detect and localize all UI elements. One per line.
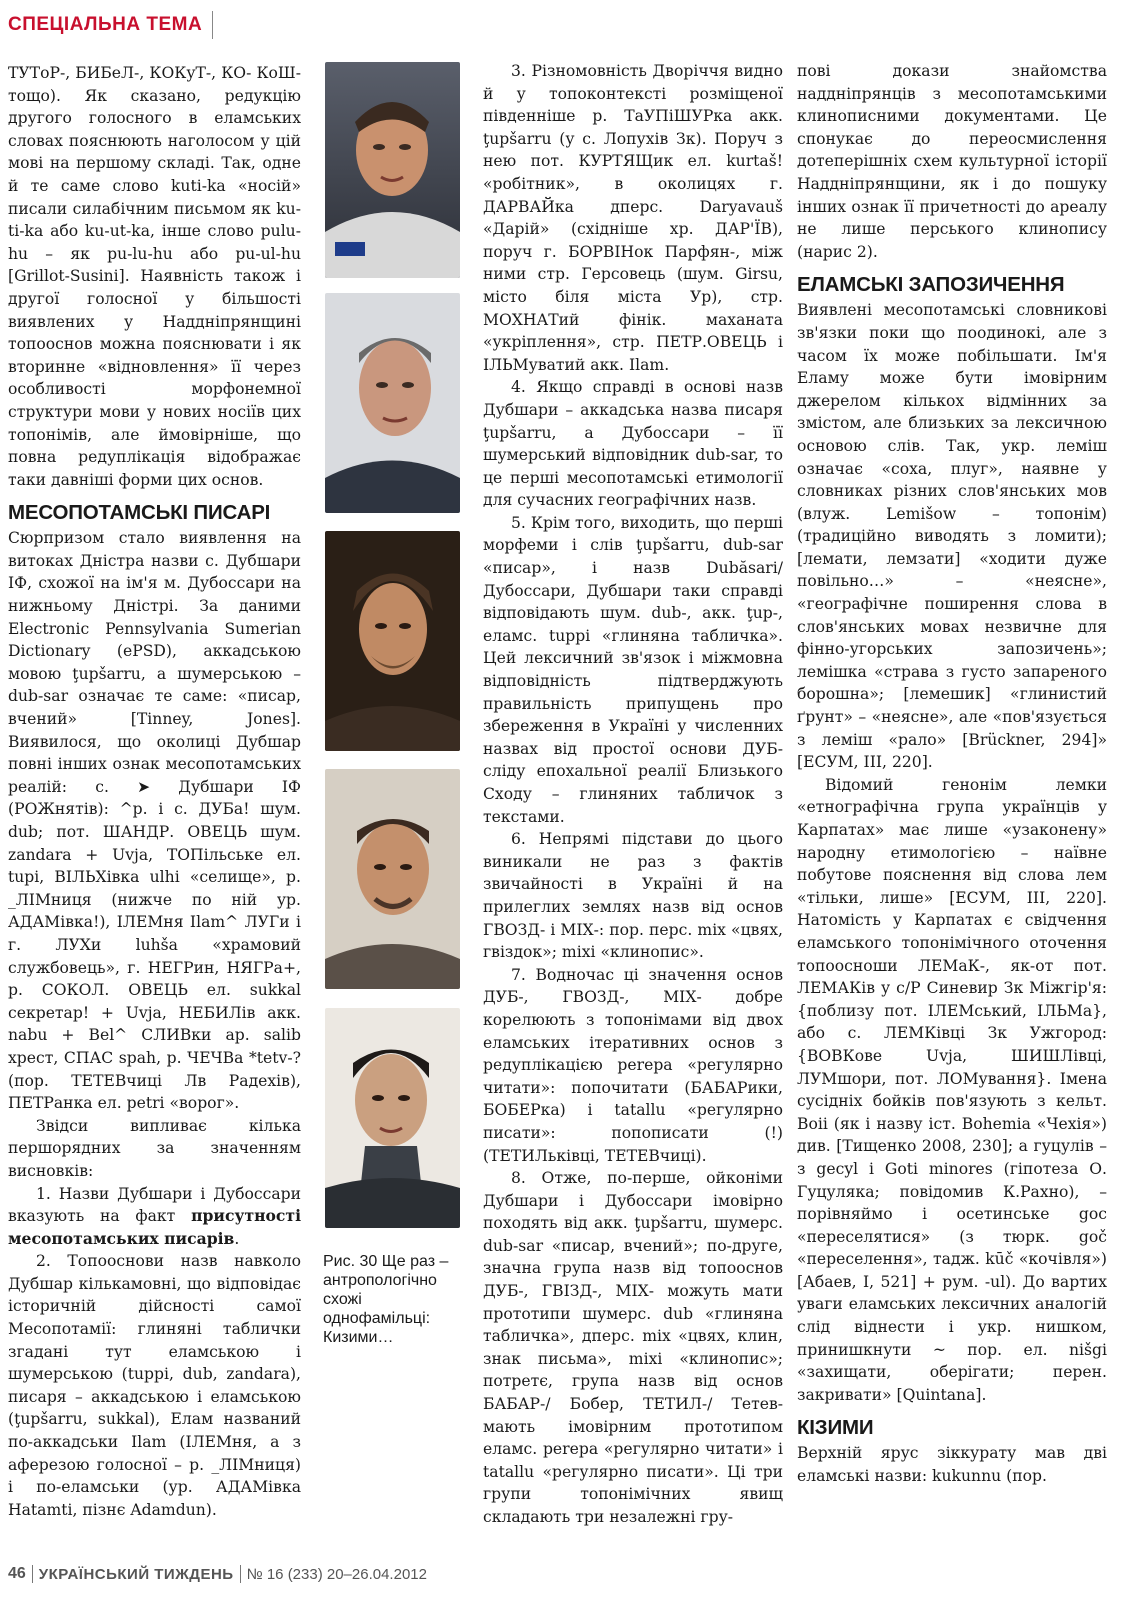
paragraph: 6. Непрямі підстави до цього виникали не раз з фактів звичайності в Україні й на прилеглих землях назв від основ ГВОЗД- і МІХ-: пор. перс. mix «цвях, гвіздок»; mixi «клинопис». — [483, 830, 783, 962]
page-number: 46 — [8, 1565, 26, 1582]
column-1 — [8, 62, 301, 1521]
section-label: СПЕЦІАЛЬНА ТЕМА — [8, 14, 203, 35]
paragraph: 7. Водночас ці значення основ ДУБ-, ГВОЗД-, МІХ- добре корелюють з топонімами від двох еламських ітеративних основ з редуплікацією perepa «регулярно читати»: попочитати (БАБАРики, БОБЕРка) і tatallu «регулярно писати»: попописати (!) (ТЕТИЛьківці, ТЕТЕВчиці). — [483, 965, 783, 1165]
issue-info: № 16 (233) 20–26.04.2012 — [246, 1565, 427, 1583]
figure-caption: Рис. 30 Ще раз – антропологічно схожі однофамільці: Кизими… — [323, 1253, 449, 1346]
paragraph: Сюрпризом стало виявлення на витоках Дністра назви с. Дубшари ІФ, схожої на ім'я м. Дубоссари на нижньому Дністрі. За даними Electronic Pennsylvania Sumerian Dictionary (ePSD), аккадською мовою ţupšarru, а шумерською – dub-sar означає те саме: «писар, вчений» [Tinney, Jones]. Виявилося, що околиці Дубшар повні інших ознак месопотамських реалій: с. ➤ Дубшари ІФ (РОЖнятів): ^р. і с. ДУБа! шум. dub; пот. ШАНДР. ОВЕЦЬ шум. zandara + Uvja, ТОПільське ел. tupi, ВІЛЬХівка ulhi «селище», р. _ЛІМниця (нижче по ній ур. АДАМівка!), ІЛЕМня Ilam^ ЛУГи і г. ЛУХи luhša «храмовий службовець», г. НЕГРин, НЯГРа+, р. СОКОЛ. ОВЕЦЬ ел. sukkal секретар! + Uvja, НЕБИЛів акк. nabu + Bel^ СЛИВки ар. salib хрест, СПАС spah, р. ЧЕЧВа *tetv-? (пор. ТЕТЕВчиці Лв Радехів), ПЕТРанка ел. petri «ворог». — [8, 529, 301, 1113]
column-3 — [483, 60, 783, 1529]
footer-divider — [32, 1565, 33, 1583]
subheading-kizymy: КІЗИМИ — [797, 1416, 874, 1440]
publication-name: УКРАЇНСЬКИЙ ТИЖДЕНЬ — [38, 1565, 234, 1583]
text-run: 1. Назви Дубшари і Дубоссари вказують на факт — [8, 1184, 301, 1226]
paragraph: Звідси випливає кілька першорядних за значенням висновків: — [8, 1116, 301, 1180]
paragraph: 1. Назви Дубшари і Дубоссари вказують на факт присутності месопотамських писарів. — [8, 1184, 301, 1248]
column-4 — [797, 60, 1107, 1488]
paragraph: Виявлені месопотамські словникові зв'язки поки що поодинокі, але з часом їх може побільшати. Ім'я Еламу може бути імовірним джерелом кількох відмінних за змістом, але близьких за лексичною основою слів. Так, укр. леміш означає «соха, плуг», наявне у словниках різних слов'янських мов (влуж. Lemišow – топонім) (традиційно виводять з ломити); [лемати, лемзати] «ходити дуже повільно…» – «неясне», «географічне поширення слова в слов'янських мовах незвичне для фінно-угорських запозичень»; лемішка «страва з густо запареного борошна»; [лемешик] «глинистий ґрунт» – «неясне», але «пов'язується з леміш «рало» [Brückner, 294]» [ЕСУМ, III, 220]. — [797, 301, 1107, 772]
paragraph: 2. Топооснови назв навколо Дубшар кількамовні, що відповідає історичній дійсності самої Месопотамії: глиняні таблички згадані тут еламською і шумерською (tuppi, dub, zandara), писаря – аккадською і еламською (ţupšarru, sukkal), Елам названий по-аккадськи Ilam (ІЛЕМня, а з аферезою голосної – р. _ЛІМниця) і по-еламськи (ур. АДАМівка Hatamti, пізнє Adamdun). — [8, 1252, 301, 1519]
header-divider — [212, 11, 213, 39]
subheading-mesopotamian-scribes: МЕСОПОТАМСЬКІ ПИСАРІ — [8, 501, 271, 525]
paragraph: ТУТоР-, БИБеЛ-, КОКуТ-, КО- КоШ- тощо). Як сказано, редукцію другого голосного в еламських словах пояснюють наголосом у цій мові на першому складі. Так, одне й те саме слово kuti-ka «носій» писали силабічним письмом як ku-ti-ka або ku-ut-ka, інше слово pulu-hu – як pu-lu-hu або pu-ul-hu [Grillot-Susini]. Наявність також і другої голосної у більшості виявлених у Наддніпрянщині топооснов можна пояснювати і як вторинне «відновлення» її через особливості морфонемної структури мови у нових носіїв цих топонімів, але ймовірніше, що повна редуплікація відображає таки давніші форми цих основ. — [8, 64, 301, 489]
subheading-elamite-borrowings: ЕЛАМСЬКІ ЗАПОЗИЧЕННЯ — [797, 273, 1065, 297]
paragraph: 3. Різномовність Дворіччя видно й у топоконтексті розміщеної південніше р. ТаУПіШУРка акк. ţupšarru (у с. Лопухів Зк). Поруч з нею пот. КУРТЯЩик ел. kurtaš! «робітник», в околицях г. ДАРВАЙка дперс. Daryavauš «Дарій» (східніше хр. ДАР'ЇВ), поруч г. БОРВІНок Парфян-, між ними стр. Герсовець (шум. Girsu, місто біля міста Ур), стр. МОХНАТий фінік. маханата «укріплення», стр. ПЕТР.ОВЕЦЬ і ІЛЬМуватий акк. Ilam. — [483, 62, 783, 374]
paragraph: 5. Крім того, виходить, що перші морфеми і слів ţupšarru, dub-sar «писар», і назв Dubăsari/ Дубоссари, Дубшари таки справді відповідають шум. dub-, акк. ţup-, еламс. tuppi «глиняна табличка». Цей лексичний зв'язок і міжмовна відповідність підтверджують правильність припущень про збереження в Україні у численних назвах від простої основи ДУБ- сліду епохальної реалії Близького Сходу – глиняних табличок з текстами. — [483, 513, 783, 826]
section-header — [8, 8, 213, 42]
portrait-photo-4 — [325, 769, 460, 989]
paragraph: Верхній ярус зіккурату мав дві еламські назви: kukunnu (пор. — [797, 1444, 1107, 1486]
portrait-photo-5 — [325, 1008, 460, 1228]
page-footer — [8, 1562, 427, 1586]
portrait-photo-3 — [325, 531, 460, 751]
paragraph: 4. Якщо справді в основі назв Дубшари – аккадська назва писаря ţupšarru, а Дубоссари – її шумерський відповідник dub-sar, то це перші месопотамські етимології для сучасних географічних назв. — [483, 378, 783, 510]
paragraph: Відомий генонім лемки «етнографічна група українців у Карпатах» має лише «узаконену» народну етимологією – наївне побутове пояснення від слова лем «тільки, лише» [ЕСУМ, III, 220]. Натомість у Карпатах є свідчення еламського топонімічного оточення топоосноши ЛЕМаК-, як-от пот. ЛЕМАКів у с/Р Синевир Зк Міжгір'я: {поблизу пот. ІЛЕМський, ІЛЬМа}, або с. ЛЕМКівці Зк Ужгород: {ВОВКове Uvja, ШИШЛівці, ЛУМшори, пот. ЛОМування}. Імена сусідніх бойків пов'язують з кельт. Boii (як і назву іст. Bohemia «Чехія») див. [Тищенко 2008, 230]; а гуцулів – з gecyl і Goti minores (гіпотеза О. Гуцуляка; повідомив К.Рахно), – порівняймо і осетинське goc «переселятися» (з тюрк. goč «переселення», тадж. kūč «кочівля») [Абаев, I, 521] + рум. -ul). До вартих уваги еламських лексичних аналогій слід віднести і укр. нишком, принишкнути ~ пор. ел. nišgi «захищати, оберігати; перен. закривати» [Quintana]. — [797, 775, 1107, 1404]
footer-divider — [240, 1565, 241, 1583]
bold-run: присутності месопотамських писарів — [8, 1206, 301, 1248]
portrait-photo-2 — [325, 293, 460, 513]
portrait-photo-1 — [325, 62, 460, 278]
paragraph: 8. Отже, по-перше, ойконіми Дубшари і Дубоссари імовірно походять від акк. ţupšarru, шумерс. dub-sar «писар, вчений»; по-друге, значна група назв від топооснов ДУБ-, ГВІЗД-, МІХ- можуть мати прототипи шумерс. dub «глиняна табличка», дперс. mix «цвях, клин, знак письма», mixi «клинопис»; потретє, група назв від основ БАБАР-/ Бобер, ТЕТИЛ-/ Тетев- мають імовірним прототипом еламс. perepa «регулярно читати» і tatallu «регулярно писати». Ці три групи топонімічних явищ складають три незалежні гру- — [483, 1169, 783, 1526]
paragraph: пові докази знайомства наддніпрянців з месопотамськими клинописними документами. Це спонукає до переосмислення дотеперішніх схем культурної історії Наддніпрянщини, як і до пошуку інших ознак її причетності до ареалу не лише перського клинопису (нарис 2). — [797, 62, 1107, 261]
